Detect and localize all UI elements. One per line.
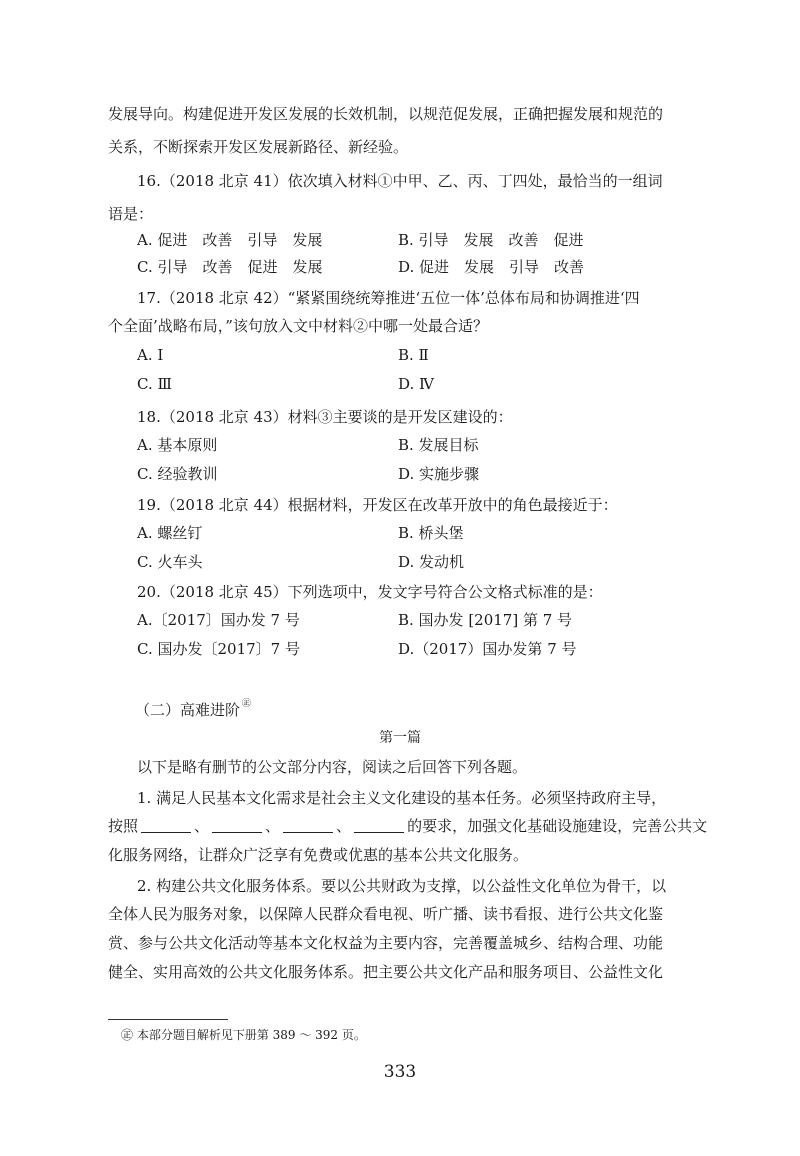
- question-20-line-1: 20.（2018 北京 45）下列选项中，发文字号符合公文格式标准的是：: [137, 583, 603, 601]
- blank-separator-3: 、: [336, 817, 352, 835]
- intro-line-2: 关系，不断探索开发区发展新路径、新经验。: [108, 138, 409, 156]
- intro-line-1: 发展导向。构建促进开发区发展的长效机制，以规范促发展，正确把握发展和规范的: [108, 105, 664, 123]
- article-title: 第一篇: [379, 730, 421, 746]
- question-18-option-a: A. 基本原则: [137, 436, 218, 454]
- question-20-option-d: D.（2017）国办发第 7 号: [398, 640, 577, 658]
- fill-blank-2: [212, 818, 262, 833]
- question-17-option-a: A. Ⅰ: [137, 346, 164, 364]
- para1-line-1: 1. 满足人民基本文化需求是社会主义文化建设的基本任务。必须坚持政府主导，: [137, 789, 667, 807]
- fill-blank-4: [354, 818, 404, 833]
- question-19-line-1: 19.（2018 北京 44）根据材料，开发区在改革开放中的角色最接近于：: [137, 496, 618, 514]
- question-16-option-a: A. 促进 改善 引导 发展: [137, 231, 323, 249]
- question-18-line-1: 18.（2018 北京 43）材料③主要谈的是开发区建设的：: [137, 408, 513, 426]
- para1-line-2: [108, 815, 707, 837]
- para1-suffix: 的要求，加强文化基础设施建设，完善公共文: [407, 817, 708, 835]
- blank-separator-1: 、: [194, 817, 210, 835]
- para2-line-2: 全体人民为服务对象，以保障人民群众看电视、听广播、读书看报、进行公共文化鉴: [108, 905, 664, 923]
- question-20-option-b: B. 国办发 [2017] 第 7 号: [398, 611, 573, 629]
- footnote-divider: [108, 1019, 228, 1020]
- question-16-option-d: D. 促进 发展 引导 改善: [398, 258, 585, 276]
- para2-line-4: 健全、实用高效的公共文化服务体系。把主要公共文化产品和服务项目、公益性文化: [108, 963, 664, 981]
- section-heading-text: （二）高难进阶: [135, 701, 241, 719]
- para1-line-3: 化服务网络，让群众广泛享有免费或优惠的基本公共文化服务。: [108, 846, 529, 864]
- page-number: 333: [383, 1062, 417, 1082]
- section-heading: [135, 693, 251, 721]
- question-17-option-b: B. Ⅱ: [398, 346, 429, 364]
- fill-blank-3: [283, 818, 333, 833]
- blank-separator-2: 、: [265, 817, 281, 835]
- question-18-option-b: B. 发展目标: [398, 436, 479, 454]
- question-19-option-d: D. 发动机: [398, 553, 465, 571]
- fill-blank-1: [141, 818, 191, 833]
- question-19-option-b: B. 桥头堡: [398, 524, 464, 542]
- question-20-option-a: A.〔2017〕国办发 7 号: [137, 611, 300, 629]
- question-17-option-d: D. Ⅳ: [398, 375, 435, 393]
- article-intro: 以下是略有删节的公文部分内容，阅读之后回答下列各题。: [137, 758, 528, 776]
- question-16-line-1: 16.（2018 北京 41）依次填入材料①中甲、乙、丙、丁四处，最恰当的一组词: [137, 172, 663, 190]
- question-16-line-2: 语是：: [108, 205, 154, 223]
- section-mark-icon: ㊣: [242, 699, 252, 709]
- para1-prefix: 按照: [108, 817, 139, 835]
- question-17-line-1: 17.（2018 北京 42）“紧紧围绕统筹推进‘五位一体’总体布局和协调推进‘四: [137, 289, 640, 307]
- para2-line-3: 赏、参与公共文化活动等基本文化权益为主要内容，完善覆盖城乡、结构合理、功能: [108, 934, 664, 952]
- question-20-option-c: C. 国办发〔2017〕7 号: [137, 640, 300, 658]
- question-17-line-2: 个全面’战略布局，”该句放入文中材料②中哪一处最合适？: [108, 317, 488, 335]
- question-19-option-a: A. 螺丝钉: [137, 524, 203, 542]
- question-19-option-c: C. 火车头: [137, 553, 203, 571]
- question-16-option-c: C. 引导 改善 促进 发展: [137, 258, 323, 276]
- footnote: ㊣ 本部分题目解析见下册第 389 ～ 392 页。: [121, 1028, 366, 1042]
- question-17-option-c: C. Ⅲ: [137, 375, 172, 393]
- question-18-option-c: C. 经验教训: [137, 465, 218, 483]
- question-16-option-b: B. 引导 发展 改善 促进: [398, 231, 584, 249]
- para2-line-1: 2. 构建公共文化服务体系。要以公共财政为支撑，以公益性文化单位为骨干，以: [137, 877, 667, 895]
- question-18-option-d: D. 实施步骤: [398, 465, 480, 483]
